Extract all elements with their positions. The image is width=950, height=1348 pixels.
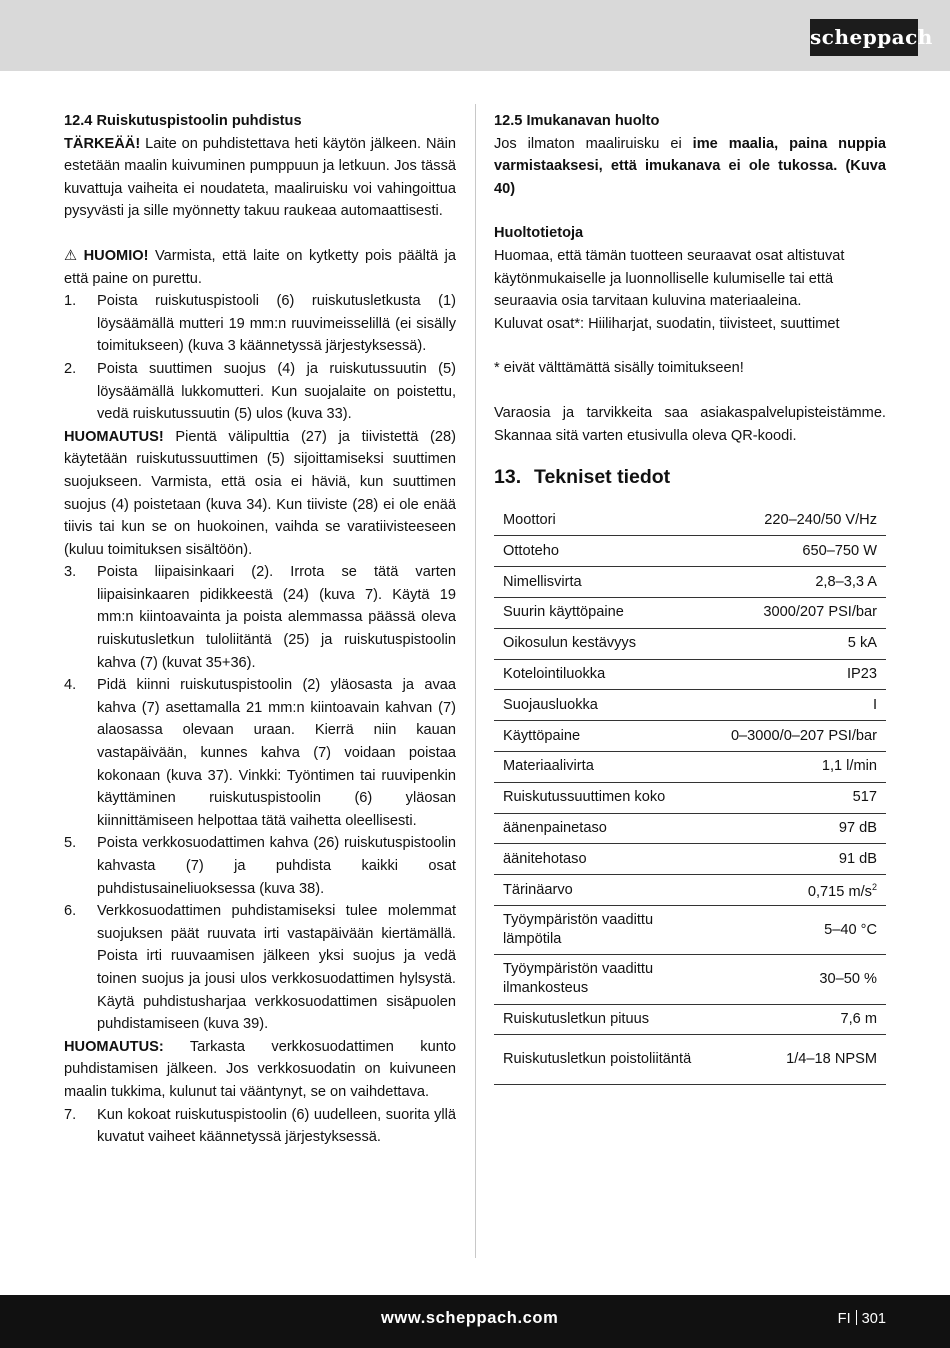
spec-label: Käyttöpaine (494, 721, 721, 752)
steps-list-c (64, 1104, 456, 1149)
service-heading: Huoltotietoja (494, 225, 584, 242)
spec-label: Suojausluokka (494, 690, 721, 721)
step-text: Poista suuttimen suojus (4) ja ruiskutussuutin (5) löysäämällä lukkomutteri. Kun suojalaite on poistettu, vedä ruiskutussuutin (5) ulos (kuva 33). (97, 360, 456, 423)
spare-parts-text: Varaosia ja tarvikkeita saa asiakaspalvelupisteistämme. Skannaa sitä varten etusivulla oleva QR-koodi. (494, 404, 886, 444)
spec-label: Kotelointiluokka (494, 659, 721, 690)
numbered-step (64, 358, 456, 426)
wear-parts-text: Kuluvat osat*: Hiiliharjat, suodatin, tiivisteet, suuttimet (494, 315, 840, 332)
spec-value (721, 844, 886, 875)
technical-data-table (494, 505, 886, 1085)
numbered-step (64, 900, 456, 1036)
page-number-value: 301 (861, 1311, 886, 1327)
spec-value (721, 628, 886, 659)
suction-intro-plain: Jos ilmaton maaliruisku ei (494, 135, 693, 152)
spec-value (721, 505, 886, 536)
numbered-step (64, 290, 456, 358)
spec-row (494, 505, 886, 536)
spec-value-text: 97 dB (838, 819, 877, 836)
spec-value-text: 3000/207 PSI/bar (763, 604, 877, 621)
spec-value (721, 690, 886, 721)
spec-value-text: 2,8–3,3 A (815, 573, 877, 590)
step-text: Pidä kiinni ruiskutuspistoolin (2) yläosasta ja avaa kahva (7) asettamalla 21 mm:n kiintoavain kahvan (7) alaosassa olevaan uraan. Kierrä niin kauan vastapäivään, kunnes kahva (7) voidaan poistaa kokonaan (kuva 37). Vinkki: Työntimen tai ruuvipenkin käyttäminen ruiskutuspistoolin (6) yläosan kiinnittämiseen helpottaa tätä vaihetta oleellisesti. (97, 677, 456, 829)
column-divider (475, 104, 476, 1258)
step-number: 6. (64, 903, 77, 920)
spec-value-text: 1,1 l/min (821, 758, 877, 775)
spec-value-text: 0–3000/0–207 PSI/bar (730, 727, 877, 744)
spec-row (494, 567, 886, 598)
spec-row (494, 905, 886, 954)
section-heading-12-4: 12.4 Ruiskutuspistoolin puhdistus (64, 113, 302, 129)
note-paragraph-2 (64, 1036, 456, 1104)
spec-label: Työympäristön vaadittu lämpötila (494, 905, 721, 954)
spec-row (494, 536, 886, 567)
note1-text: Pientä välipulttia (27) ja tiivistettä (28) käytetään ruiskutussuuttimen (5) sijoittamiseksi suuttimen suojukseen. Varmista, että osia ei häviä, kun suuttimen suojus (4) poistetaan (kuva 34). Kun tiiviste (28) ei ole enää tiivis tai kun se on huokoinen, vaihda se varatiivisteeseen (kuluu toimituksen sisältöön). (64, 428, 456, 558)
spec-row (494, 598, 886, 629)
page-separator (856, 1310, 857, 1325)
step-text: Kun kokoat ruiskutuspistoolin (6) uudelleen, suorita yllä kuvatut vaiheet käännetyssä järjestyksessä. (97, 1106, 456, 1146)
spec-row (494, 752, 886, 783)
spec-row (494, 1035, 886, 1084)
note2-label: HUOMAUTUS: (64, 1038, 164, 1055)
spec-label: Nimellisvirta (494, 567, 721, 598)
step-text: Poista verkkosuodattimen kahva (26) ruiskutuspistoolin kahvasta (7) ja puhdista kaikki osat puhdistusaineliuoksessa (kuva 38). (97, 835, 456, 897)
note2-text: Tarkasta verkkosuodattimen kunto puhdistamisen jälkeen. Jos verkkosuodatin on kuivuneen maalin tukkima, kulunut tai vääntynyt, se on vaihdettava. (64, 1038, 456, 1100)
scheppach-logo: scheppach (810, 19, 918, 56)
spec-label: Suurin käyttöpaine (494, 598, 721, 629)
step-text: Verkkosuodattimen puhdistamiseksi tulee molemmat suojuksen päät ruuvata irti vastapäivään kiertämällä. Poista irti ruuvaamisen jälkeen yksi suojus ja vedä toinen suojus ja jousi ulos verkkosuodattimen hylsystä. Käytä puhdistusharjaa verkkosuodattimen sisäpuolen puhdistamiseen (kuva 39). (97, 903, 456, 1033)
spec-value-text: 220–240/50 V/Hz (764, 511, 877, 528)
numbered-step (64, 561, 456, 674)
step-number: 3. (64, 564, 77, 581)
step-number: 2. (64, 360, 77, 377)
spec-value (721, 598, 886, 629)
spec-value (721, 721, 886, 752)
spec-value-text: 91 dB (838, 850, 877, 867)
spec-value-text: 7,6 m (840, 1010, 877, 1027)
service-text: Huomaa, että tämän tuotteen seuraavat osat altistuvat käytönmukaiselle ja luonnolliselle kulumiselle tai että seuraavia osia tarvitaan kuluvina materiaaleina. (494, 247, 845, 310)
spec-row (494, 955, 886, 1004)
spec-row (494, 628, 886, 659)
section-number: 13. (494, 466, 522, 489)
numbered-step (64, 832, 456, 900)
spec-value (721, 955, 886, 1004)
note-paragraph-1 (64, 426, 456, 562)
spec-value (721, 813, 886, 844)
caution-paragraph (64, 245, 456, 290)
language-code: FI (837, 1311, 851, 1327)
important-text: Laite on puhdistettava heti käytön jälkeen. Näin estetään maalin kuivuminen pumppuun ja letkuun. Jos tässä kuvattuja vaiheita ei noudateta, maaliruisku voi vahingoittua pysyvästi ja sille myönnetty takuu raukeaa automaattisesti. (64, 135, 456, 220)
spec-row (494, 659, 886, 690)
numbered-step (64, 1104, 456, 1149)
spec-value-text: 5 kA (847, 635, 877, 652)
spec-value (721, 659, 886, 690)
spec-row (494, 782, 886, 813)
spec-value (721, 567, 886, 598)
steps-list-b (64, 561, 456, 1035)
section-heading-13 (494, 463, 886, 491)
header-band (0, 0, 950, 71)
left-column (64, 110, 456, 1149)
section-heading-12-5: 12.5 Imukanavan huolto (494, 113, 660, 129)
spec-row (494, 875, 886, 906)
step-text: Poista ruiskutuspistooli (6) ruiskutusletkusta (1) löysäämällä mutteri 19 mm:n ruuvimeisselillä (ei sisälly toimitukseen) (kuva 3 käännetyssä järjestyksessä). (97, 293, 456, 355)
spec-value (721, 782, 886, 813)
numbered-step (64, 674, 456, 832)
caution-label: HUOMIO! (83, 247, 149, 264)
step-number: 7. (64, 1106, 77, 1123)
spec-label: Ruiskutusletkun poistoliitäntä (494, 1035, 721, 1084)
page-number (838, 1310, 886, 1327)
step-number: 1. (64, 293, 77, 310)
caution-text: Varmista, että laite on kytketty pois päältä ja että paine on purettu. (64, 247, 456, 287)
spec-value-text: IP23 (846, 666, 877, 682)
spec-row (494, 813, 886, 844)
spec-value-text: 5–40 °C (824, 921, 877, 938)
spec-label: Ruiskutussuuttimen koko (494, 782, 721, 813)
important-label: TÄRKEÄÄ! (64, 135, 141, 152)
step-number: 5. (64, 835, 77, 852)
steps-list-a (64, 290, 456, 426)
section-title: Tekniset tiedot (534, 466, 671, 489)
spec-value-text: 0,715 m/s (807, 884, 872, 901)
step-text: Poista liipaisinkaari (2). Irrota se tätä varten liipaisinkaaren pidikkeestä (24) (kuva 7). Käytä 19 mm:n kiintoavainta ja poista alemmassa päässä oleva ruiskutusletkun tuloliitäntä (25) ja ruiskutuspistoolin kahva (7) (kuvat 35+36). (97, 564, 456, 671)
right-column (494, 110, 886, 1085)
suction-intro-bold: ime maalia, paina nuppia varmistaaksesi, että imukanava ei ole tukossa. (Kuva 40) (494, 135, 887, 197)
spec-label: Tärinäarvo (494, 875, 721, 906)
spec-value (721, 752, 886, 783)
warning-triangle-icon: ⚠ (64, 247, 78, 264)
spec-label: Oikosulun kestävyys (494, 628, 721, 659)
spec-value-text: 650–750 W (802, 542, 877, 559)
spec-label: Ottoteho (494, 536, 721, 567)
spec-label: Ruiskutusletkun pituus (494, 1004, 721, 1035)
spec-label: äänenpainetaso (494, 813, 721, 844)
spec-value-text: 30–50 % (819, 970, 877, 987)
spec-value-text: I (872, 696, 877, 713)
note1-label: HUOMAUTUS! (64, 428, 164, 445)
footer-url: www.scheppach.com (381, 1309, 559, 1327)
spec-value (721, 536, 886, 567)
spec-value (721, 875, 886, 906)
spec-value (721, 1004, 886, 1035)
spec-label: Työympäristön vaadittu ilmankosteus (494, 955, 721, 1004)
spec-value-text: 1/4–18 NPSM (786, 1051, 877, 1068)
spec-label: Materiaalivirta (494, 752, 721, 783)
spec-row (494, 1004, 886, 1035)
suction-intro (494, 133, 886, 201)
spec-row (494, 690, 886, 721)
step-number: 4. (64, 677, 77, 694)
spec-row (494, 844, 886, 875)
spec-label: äänitehotaso (494, 844, 721, 875)
spec-value (721, 905, 886, 954)
spec-value-superscript: 2 (871, 882, 877, 893)
spec-row (494, 721, 886, 752)
spec-value-text: 517 (852, 789, 877, 806)
important-paragraph (64, 133, 456, 223)
spec-value (721, 1035, 886, 1084)
footnote-text: * eivät välttämättä sisälly toimitukseen! (494, 360, 744, 377)
spec-label: Moottori (494, 505, 721, 536)
